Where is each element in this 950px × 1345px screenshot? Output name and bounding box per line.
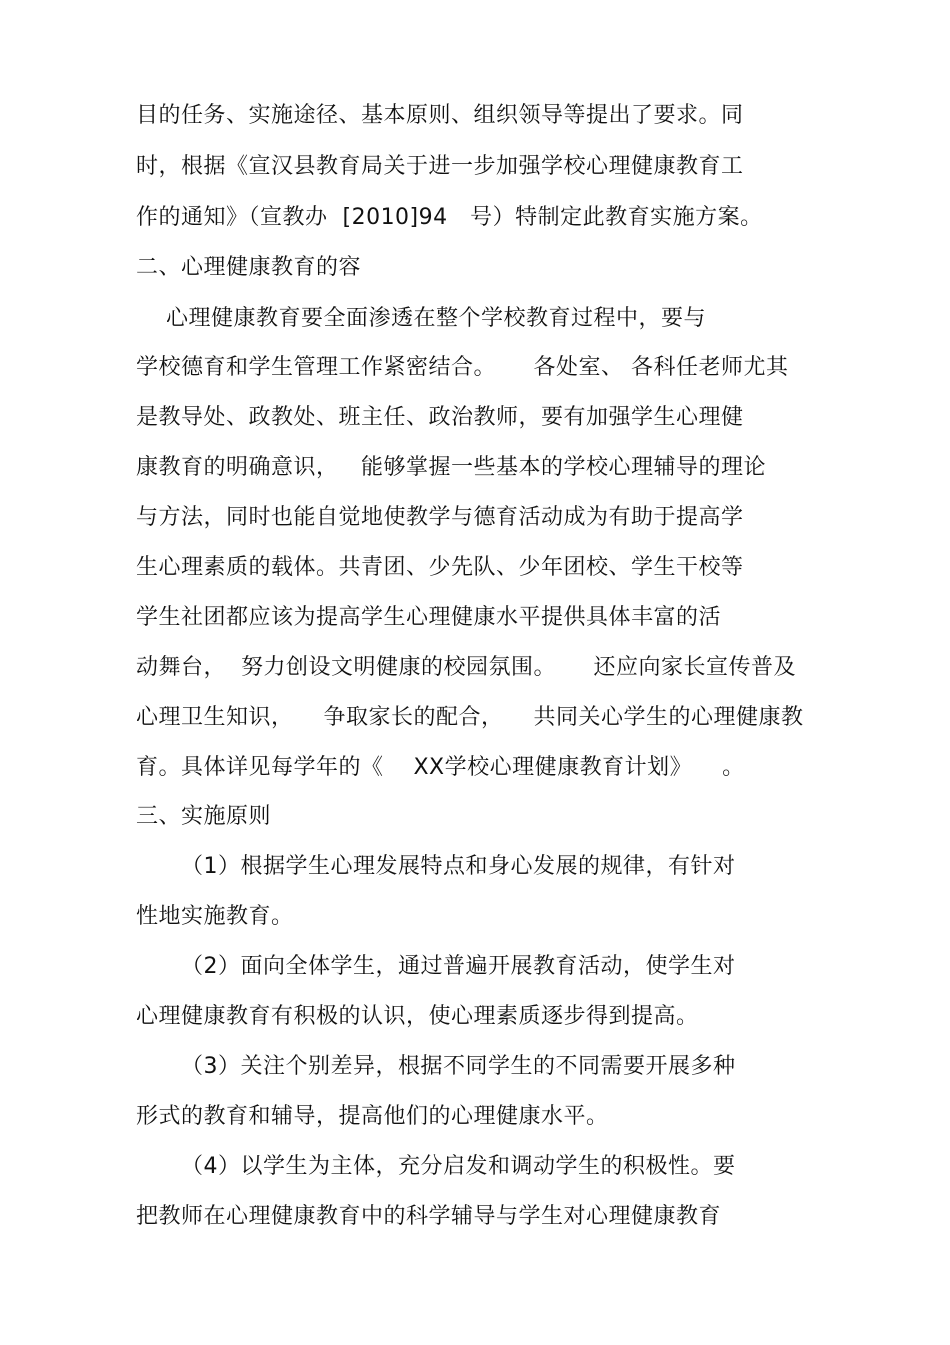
text-line: 育。具体详见每学年的《 XX学校心理健康教育计划》 。 xyxy=(136,755,745,780)
text-line: （2）面向全体学生，通过普遍开展教育活动，使学生对 xyxy=(136,954,736,979)
text-line: （4）以学生为主体，充分启发和调动学生的积极性。要 xyxy=(136,1154,736,1179)
text-line: 生心理素质的载体。共青团、少先队、少年团校、学生干校等 xyxy=(136,555,744,580)
text-line: 性地实施教育。 xyxy=(136,904,294,929)
text-line: （3）关注个别差异，根据不同学生的不同需要开展多种 xyxy=(136,1054,736,1079)
text-line: 动舞台， 努力创设文明健康的校园氛围。 还应向家长宣传普及 xyxy=(136,655,796,680)
text-line: （1）根据学生心理发展特点和身心发展的规律，有针对 xyxy=(136,854,736,879)
text-line: 形式的教育和辅导，提高他们的心理健康水平。 xyxy=(136,1104,609,1129)
text-line: 目的任务、实施途径、基本原则、组织领导等提出了要求。同 xyxy=(136,103,744,128)
text-line: 与方法，同时也能自觉地使教学与德育活动成为有助于提高学 xyxy=(136,505,744,530)
text-line: 是教导处、政教处、班主任、政治教师，要有加强学生心理健 xyxy=(136,405,744,430)
text-line: 康教育的明确意识， 能够掌握一些基本的学校心理辅导的理论 xyxy=(136,455,766,480)
text-line: 时，根据《宣汉县教育局关于进一步加强学校心理健康教育工 xyxy=(136,154,744,179)
text-line: 心理健康教育要全面渗透在整个学校教育过程中，要与 xyxy=(136,306,706,331)
text-line: 心理健康教育有积极的认识，使心理素质逐步得到提高。 xyxy=(136,1004,699,1029)
text-line: 学校德育和学生管理工作紧密结合。 各处室、 各科任老师尤其 xyxy=(136,355,789,380)
text-line: 作的通知》（宣教办 [2010]94 号）特制定此教育实施方案。 xyxy=(136,205,763,230)
text-line: 心理卫生知识， 争取家长的配合， 共同关心学生的心理健康教 xyxy=(136,705,804,730)
text-line: 学生社团都应该为提高学生心理健康水平提供具体丰富的活 xyxy=(136,605,722,630)
section-heading: 二、心理健康教育的容 xyxy=(136,255,362,280)
section-heading: 三、实施原则 xyxy=(136,804,272,829)
text-line: 把教师在心理健康教育中的科学辅导与学生对心理健康教育 xyxy=(136,1204,722,1229)
